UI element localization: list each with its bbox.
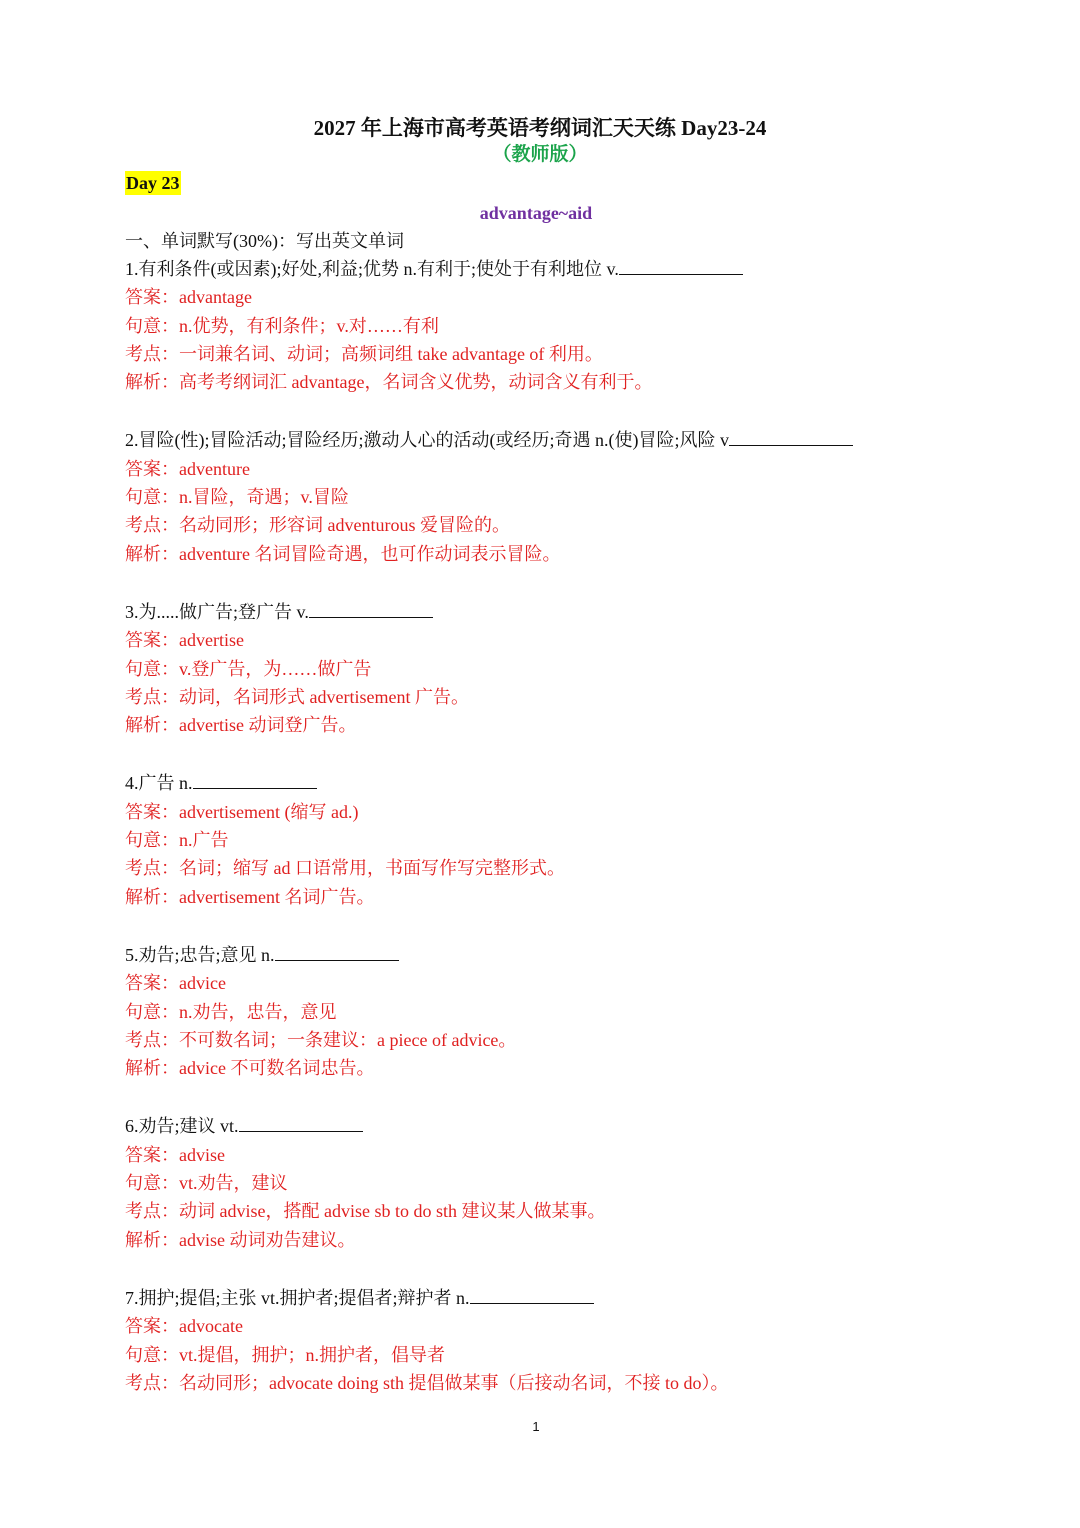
question-text: 1.有利条件(或因素);好处,利益;优势 n.有利于;使处于有利地位 v. [125,259,619,279]
exercise-item-5 [125,941,965,1082]
word-range: advantage~aid [479,203,593,223]
answer-blank [470,1287,594,1304]
answer-blank [729,429,853,446]
answer-blank [193,772,317,789]
answer: 答案：adventure [125,458,250,479]
answer: 答案：advertise [125,630,244,651]
answer-blank [275,944,399,961]
section-heading: 一、单词默写(30%)：写出英文单词 [125,231,404,251]
meaning: 句意：n.冒险，奇遇；v.冒险 [125,487,349,508]
analysis: 解析：advise 动词劝告建议。 [125,1229,356,1250]
meaning: 句意：vt.提倡，拥护；n.拥护者，倡导者 [125,1344,445,1365]
exercise-item-2 [125,426,965,567]
exam-point: 考点：动词 advise，搭配 advise sb to do sth 建议某人做某事。 [125,1201,606,1222]
question-text: 7.拥护;提倡;主张 vt.拥护者;提倡者;辩护者 n. [125,1287,470,1308]
question [125,769,965,797]
analysis: 解析：adventure 名词冒险奇遇，也可作动词表示冒险。 [125,543,561,564]
exercise-item-1 [125,255,965,396]
page-subtitle: （教师版） [492,144,588,165]
question-text: 3.为.....做广告;登广告 v. [125,601,309,622]
meaning: 句意：n.优势，有利条件；v.对……有利 [125,315,439,336]
analysis: 解析：高考考纲词汇 advantage，名词含义优势，动词含义有利于。 [125,372,653,393]
meaning: 句意：vt.劝告，建议 [125,1173,288,1194]
answer: 答案：advantage [125,287,252,308]
exam-point: 考点：一词兼名词、动词；高频词组 take advantage of 利用。 [125,343,603,364]
question [125,426,965,454]
question [125,1284,965,1312]
exercise-item-4 [125,769,965,910]
answer: 答案：advocate [125,1316,243,1337]
answer: 答案：advice [125,973,226,994]
answer-blank [309,601,433,618]
page-number: 1 [532,1419,540,1434]
analysis: 解析：advice 不可数名词忠告。 [125,1058,375,1079]
exam-point: 考点：名动同形；advocate doing sth 提倡做某事（后接动名词，不接 to do）。 [125,1372,729,1393]
question [125,598,965,626]
analysis: 解析：advertisement 名词广告。 [125,886,375,907]
answer-blank [619,258,743,275]
meaning: 句意：n.劝告，忠告，意见 [125,1001,337,1022]
question-text: 4.广告 n. [125,773,193,794]
question [125,941,965,969]
answer: 答案：advise [125,1144,225,1165]
exam-point: 考点：动词，名词形式 advertisement 广告。 [125,686,469,707]
question-text: 5.劝告;忠告;意见 n. [125,944,275,965]
page-title: 2027 年上海市高考英语考纲词汇天天练 Day23-24 [313,116,767,140]
exercise-item-3 [125,598,965,739]
question-text: 2.冒险(性);冒险活动;冒险经历;激动人心的活动(或经历;奇遇 n.(使)冒险;风险 v [125,430,729,451]
exercise-item-6 [125,1112,965,1253]
exam-point: 考点：不可数名词；一条建议：a piece of advice。 [125,1029,517,1050]
question [125,255,965,283]
exam-point: 考点：名动同形；形容词 adventurous 爱冒险的。 [125,515,510,536]
meaning: 句意：v.登广告，为……做广告 [125,658,372,679]
question-text: 6.劝告;建议 vt. [125,1116,239,1137]
day-label: Day 23 [126,173,180,193]
answer: 答案：advertisement (缩写 ad.) [125,801,359,822]
exam-point: 考点：名词；缩写 ad 口语常用，书面写作写完整形式。 [125,858,565,879]
meaning: 句意：n.广告 [125,830,229,851]
exercise-item-7 [125,1284,965,1397]
answer-blank [239,1115,363,1132]
analysis: 解析：advertise 动词登广告。 [125,715,357,736]
question [125,1112,965,1140]
exercise-list [125,255,965,1427]
